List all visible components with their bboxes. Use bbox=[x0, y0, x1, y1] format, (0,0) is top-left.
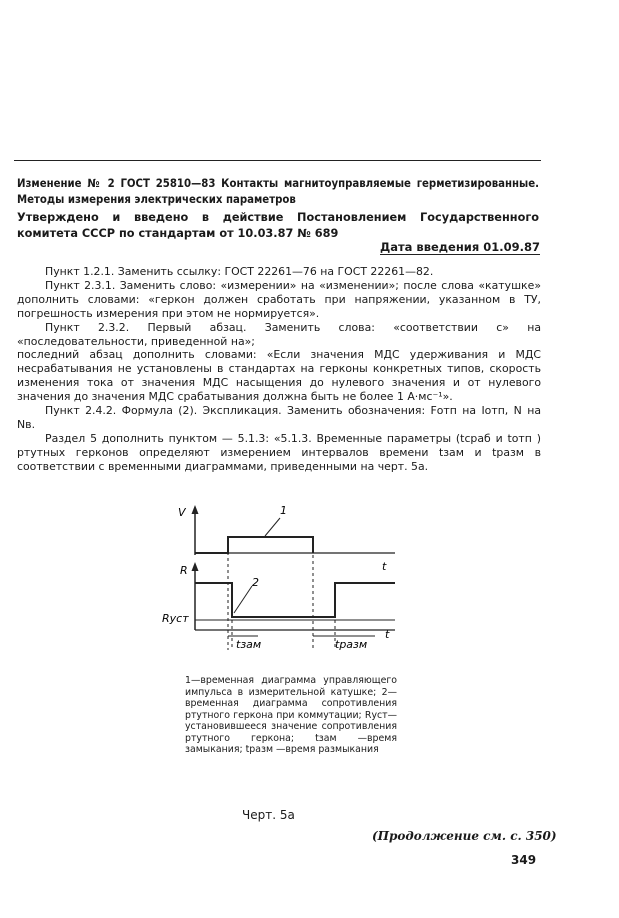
t-bottom-label: t bbox=[385, 628, 390, 641]
curve-2-leader bbox=[234, 586, 252, 613]
curve-1-pulse bbox=[195, 537, 313, 553]
curve-1-label: 1 bbox=[280, 504, 287, 517]
amendment-title: Изменение № 2 ГОСТ 25810—83 Контакты магнитоуправляемые герметизированные. Методы измерения электрических параметров bbox=[17, 177, 539, 206]
paragraph-4: последний абзац дополнить словами: «Если значения МДС удерживания и МДС несрабатывания не установлены в стандартах на герконы конкретных типов, скорость изменения тока от значения МДС насыщения до нулевого значения и от нулевого значения до значения МДС срабатывания должна быть не более 1 А·мс⁻¹». bbox=[17, 348, 541, 404]
paragraph-1: Пункт 1.2.1. Заменить ссылку: ГОСТ 22261—76 на ГОСТ 22261—82. bbox=[45, 265, 434, 278]
t-zam-label: tзам bbox=[236, 638, 262, 651]
page-number: 349 bbox=[511, 853, 537, 867]
t-razm-label: tразм bbox=[335, 638, 368, 651]
top-rule bbox=[14, 160, 541, 161]
figure-title: Черт. 5а bbox=[242, 808, 295, 822]
curve-1-leader bbox=[265, 518, 280, 536]
approval-statement: Утверждено и введено в действие Постановлением Государственного комитета СССР по стандартам от 10.03.87 № 689 bbox=[17, 211, 539, 240]
paragraph-3: Пункт 2.3.2. Первый абзац. Заменить слова: «соответствии с» на «последовательности, приведенной на»; bbox=[17, 320, 541, 348]
effective-date: Дата введения 01.09.87 bbox=[379, 240, 540, 254]
continuation-note: (Продолжение см. с. 350) bbox=[372, 829, 557, 843]
paragraph-6: Раздел 5 дополнить пунктом — 5.1.3: «5.1.3. Временные параметры (tсраб и tотп ) ртутных герконов определяют измерением интервалов времени tзам и tразм в соответствии с временными диаграммами, приведенными на черт. 5а. bbox=[17, 431, 541, 473]
r-ust-label: Rуст bbox=[162, 612, 189, 625]
v-axis-arrow bbox=[192, 505, 199, 514]
v-axis-label: V bbox=[178, 506, 186, 519]
figure-caption: 1—временная диаграмма управляющего импульса в измерительной катушке; 2—временная диаграмма сопротивления ртутного геркона при коммутации; Rуст—установившееся значение сопротивления ртутного геркона; tзам —время замыкания; tразм —время размыкания bbox=[185, 675, 397, 755]
paragraph-5: Пункт 2.4.2. Формула (2). Экспликация. Заменить обозначения: Fотп на Iотп, N на Nв. bbox=[17, 404, 541, 431]
paragraph-2: Пункт 2.3.1. Заменить слово: «измерении» на «изменении»; после слова «катушке» дополнить словами: «геркон должен сработать при напряжении, указанном в ТУ, погрешность измерения при этом не нормируется». bbox=[17, 278, 541, 320]
curve-2-label: 2 bbox=[252, 576, 259, 589]
r-axis-label: R bbox=[180, 564, 188, 577]
timing-diagram bbox=[162, 500, 410, 665]
curve-2-resistance bbox=[195, 583, 395, 617]
r-axis-arrow bbox=[192, 562, 199, 571]
t-top-label: t bbox=[382, 560, 387, 573]
body-text bbox=[17, 265, 541, 474]
